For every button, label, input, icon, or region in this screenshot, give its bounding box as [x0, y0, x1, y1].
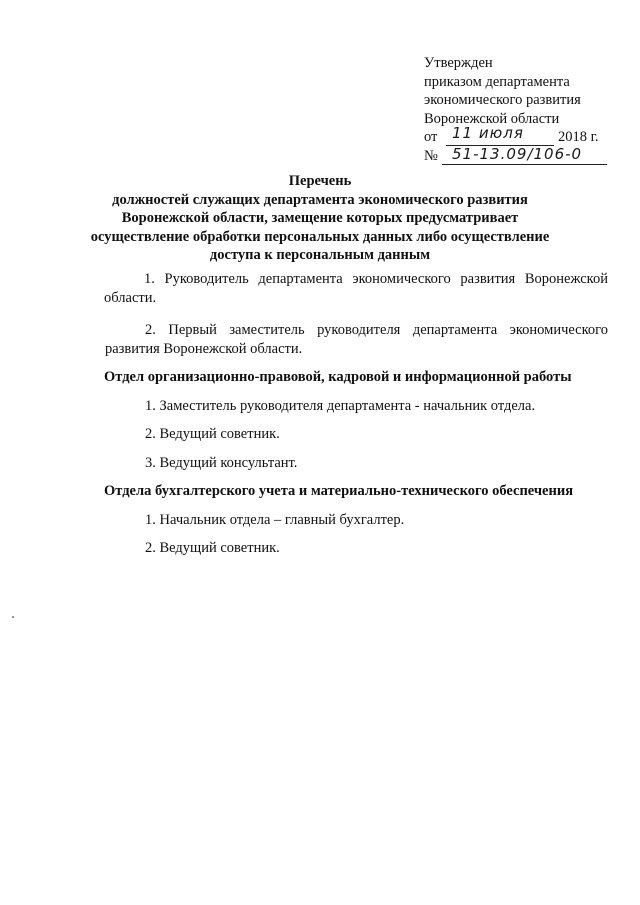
handwritten-date: 11 июля: [452, 124, 524, 142]
handwritten-number: 51-13.09/106-0: [452, 144, 583, 163]
position-item-1: 1. Руководитель департамента экономического развития Воронежской области.: [104, 271, 608, 306]
section2-item-2: 2. Ведущий советник.: [145, 540, 280, 556]
approval-line-3: экономического развития: [424, 92, 581, 108]
title-line-3: Воронежской области, замещение которых предусматривает: [121, 210, 519, 226]
section1-item-2: 2. Ведущий советник.: [145, 426, 280, 442]
section1-item-1: 1. Заместитель руководителя департамента - начальник отдела.: [145, 397, 536, 414]
approval-line-4: Воронежской области: [424, 110, 560, 127]
scan-speck: [12, 616, 14, 618]
title-line-2: должностей служащих департамента экономического развития: [112, 191, 528, 208]
approval-block: [424, 54, 624, 165]
section-heading-1: Отдел организационно-правовой, кадровой и информационной работы: [104, 369, 572, 385]
position-item-2: 2. Первый заместитель руководителя департамента экономического развития Воронежской области.: [105, 322, 608, 357]
section-heading-2: Отдела бухгалтерского учета и материально-технического обеспечения: [104, 483, 574, 499]
title-line-1: Перечень: [288, 173, 352, 189]
approval-number: [424, 144, 624, 166]
title-line-5: доступа к персональным данным: [209, 247, 431, 263]
number-underline: [442, 164, 607, 165]
title-line-4: осуществление обработки персональных данных либо осуществление: [90, 228, 550, 245]
number-prefix: №: [424, 147, 438, 164]
date-year: 2018 г.: [558, 129, 599, 145]
approval-line-2: приказом департамента: [424, 73, 570, 90]
date-prefix: от: [424, 129, 438, 145]
section1-item-3: 3. Ведущий консультант.: [145, 454, 298, 471]
document-title: [0, 172, 640, 265]
section2-item-1: 1. Начальник отдела – главный бухгалтер.: [145, 511, 405, 528]
approval-line-1: Утвержден: [424, 55, 493, 71]
document-body: [105, 270, 608, 558]
